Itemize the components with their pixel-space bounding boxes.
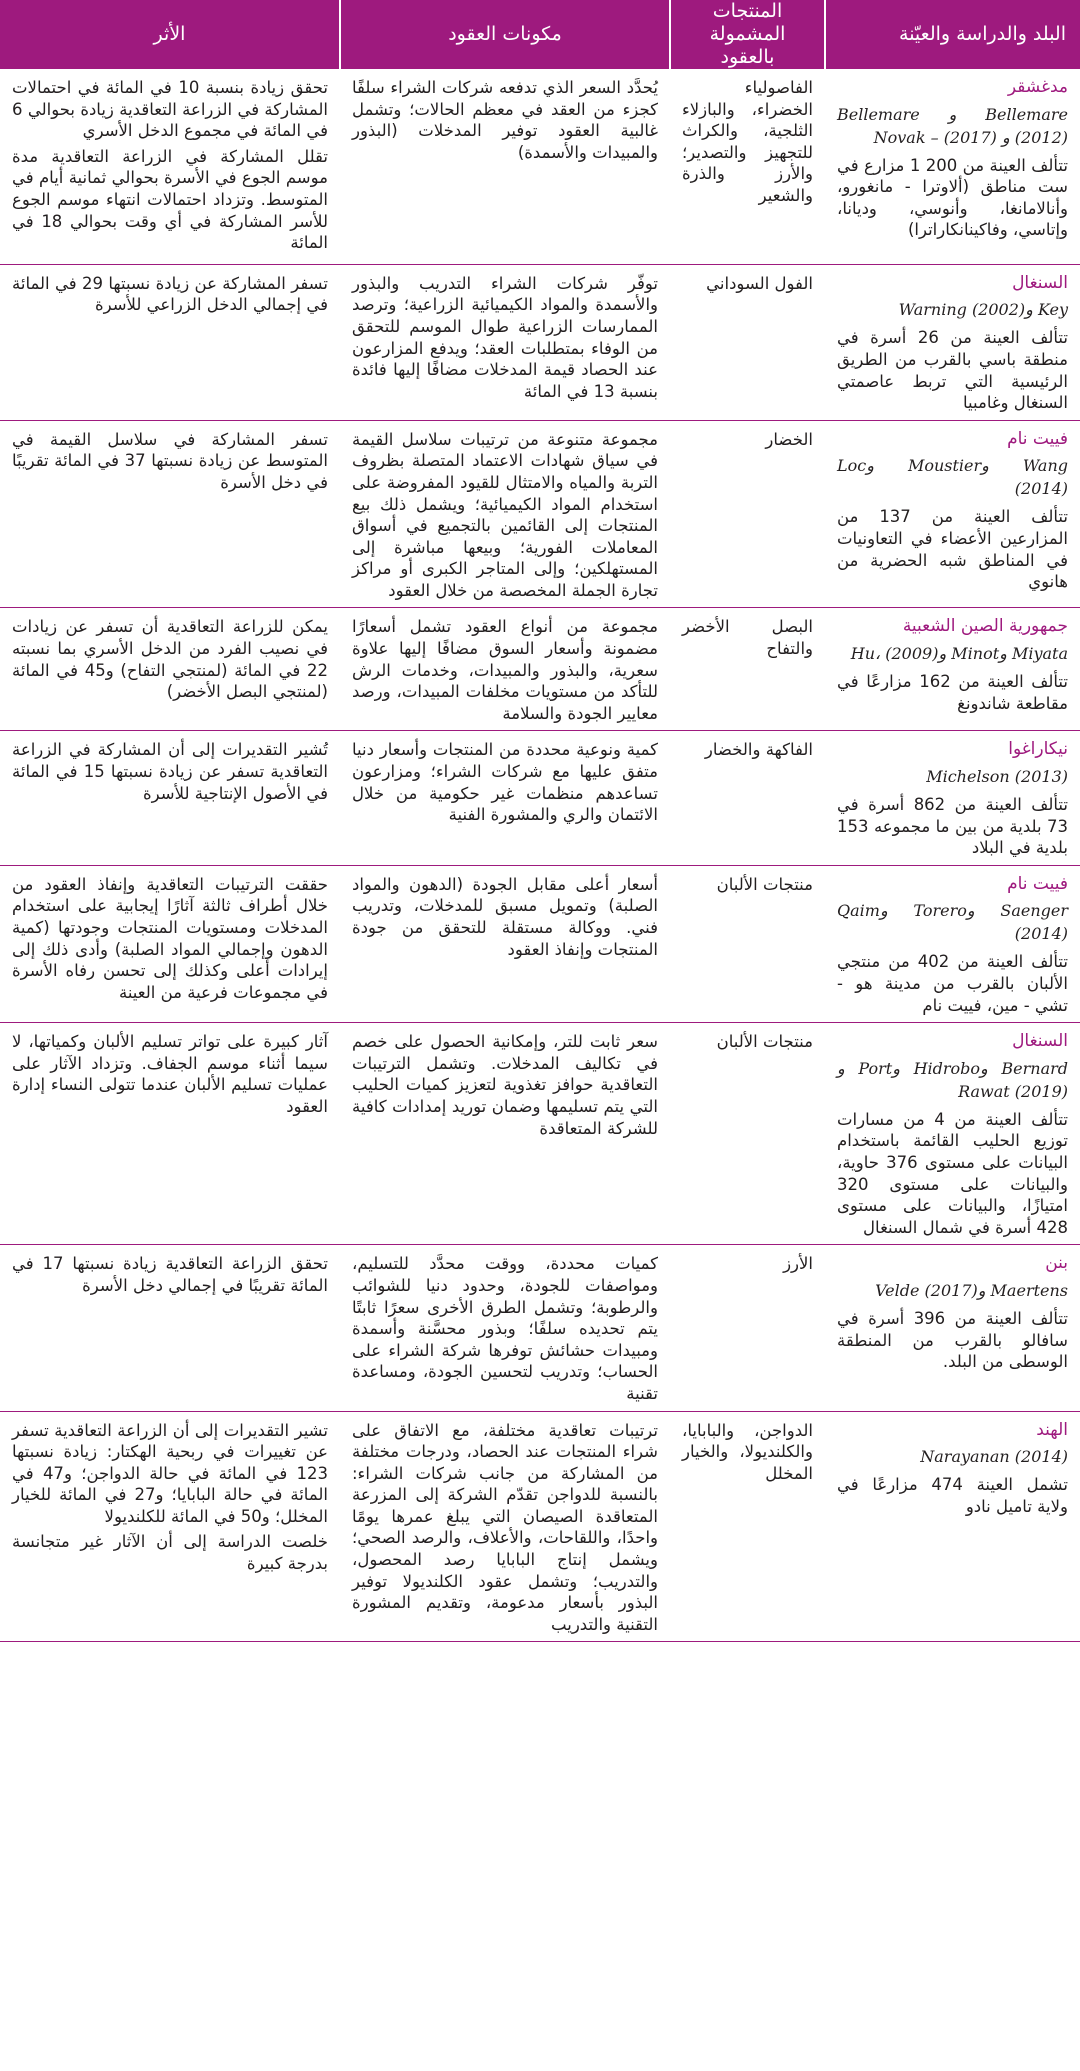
components-cell: سعر ثابت للتر، وإمكانية الحصول على خصم في تكاليف المدخلات. وتشمل الترتيبات التعاقدية حوافز تغذوية لتعزيز كميات الحليب التي يتم تسليمها وضمان توريد إمدادات كافية للشركة المتعاقدة [340, 1023, 670, 1245]
sample-description: تتألف العينة من 402 من منتجي الألبان بالقرب من مدينة هو - تشي - مين، فييت نام [837, 952, 1068, 1015]
study-authors: Wang وMoustier وLoc (2014) [837, 456, 1068, 499]
study-cell [825, 1411, 1080, 1642]
study-cell [825, 1023, 1080, 1245]
effect-cell [0, 608, 340, 731]
sample-description: تتألف العينة من 162 مزارعًا في مقاطعة شاندونغ [837, 672, 1069, 713]
sample-description: تتألف العينة من 4 من مسارات توزيع الحليب القائمة باستخدام البيانات على مستوى 376 حاوية، والبيانات على مستوى 320 امتيازًا، والبيانات على مستوى 428 أسرة في شمال السنغال [837, 1109, 1068, 1237]
components-cell: مجموعة متنوعة من ترتيبات سلاسل القيمة في سياق شهادات الاعتماد المتصلة بظروف التربة والمياه والامتثال للقيود المفروضة على استخدام المواد الكيميائية؛ ويشمل ذلك بيع المنتجات إلى القائمين بالتجميع في أسواق المعاملات الفورية؛ وبيعها مباشرة إلى المستهلكين؛ وإلى المتاجر الكبرى أو مراكز تجارة الجملة المخصصة من خلال العقود [340, 420, 670, 608]
study-authors: Narayanan (2014) [920, 1447, 1068, 1467]
components-cell: كمية ونوعية محددة من المنتجات وأسعار دنيا متفق عليها مع شركات الشراء؛ ومزارعون تساعدهم منظمات غير حكومية من خلال الائتمان والري والمشورة الفنية [340, 731, 670, 865]
study-authors: Key وWarning (2002) [898, 300, 1068, 320]
country-name: مدغشقر [1007, 77, 1068, 97]
effect-paragraph: حققت الترتيبات التعاقدية وإنفاذ العقود من خلال أطراف ثالثة آثارًا إيجابية على استخدام المدخلات ومستويات المنتجات وجودتها (كمية الدهون وإجمالي المواد الصلبة) وأدى ذلك إلى إيرادات أعلى وكذلك إلى تحسن رفاه الأسرة في مجموعات فرعية من العينة [12, 874, 328, 1002]
effect-paragraph: خلصت الدراسة إلى أن الآثار غير متجانسة بدرجة كبيرة [12, 1532, 328, 1574]
effect-paragraph: تُشير التقديرات إلى أن المشاركة في الزراعة التعاقدية تسفر عن زيادة نسبتها 15 في المائة في الأصول الإنتاجية للأسرة [12, 740, 328, 803]
products-cell: منتجات الألبان [670, 1023, 825, 1245]
effect-paragraph: تحقق الزراعة التعاقدية زيادة نسبتها 17 في المائة تقريبًا في إجمالي دخل الأسرة [12, 1254, 328, 1295]
study-cell [825, 865, 1080, 1022]
study-cell [825, 264, 1080, 420]
effect-paragraph: يمكن للزراعة التعاقدية أن تسفر عن زيادات في نصيب الفرد من الدخل الأسري بما نسبته 22 في المائة (لمنتجي التفاح) و45 في المائة (لمنتجي البصل الأخضر) [12, 617, 328, 702]
table-row [0, 608, 1080, 731]
sample-description: تتألف العينة من 26 أسرة في منطقة باسي بالقرب من الطريق الرئيسية التي تربط عاصمتي السنغال وغامبيا [837, 328, 1068, 413]
study-authors: Saenger وTorero وQaim (2014) [837, 901, 1068, 944]
products-cell: الخضار [670, 420, 825, 608]
products-cell: الفول السوداني [670, 264, 825, 420]
effect-paragraph: آثار كبيرة على تواتر تسليم الألبان وكمياتها، لا سيما أثناء موسم الجفاف. وتزداد الآثار على عمليات تسليم الألبان عندما تتولى النساء إدارة العقود [12, 1032, 328, 1116]
products-cell: الفاكهة والخضار [670, 731, 825, 865]
study-authors: Miyata وMinot وHu، (2009) [850, 644, 1068, 664]
components-cell: كميات محددة، ووقت محدَّد للتسليم، ومواصفات للجودة، وحدود دنيا للشوائب والرطوبة؛ وتشمل الطرق الأخرى سعرًا ثابتًا يتم تحديده سلفًا؛ وبذور محسَّنة وأسمدة ومبيدات حشائش توفرها شركة الشراء على الحساب؛ وتدريب لتحسين الجودة، ومساعدة تقنية [340, 1245, 670, 1411]
header-study: البلد والدراسة والعيّنة [825, 0, 1080, 69]
study-authors: Bernard وHidrobo وPort و Rawat (2019) [837, 1058, 1069, 1101]
study-cell [825, 69, 1080, 264]
effect-paragraph: تشير التقديرات إلى أن الزراعة التعاقدية تسفر عن تغييرات في ربحية الهكتار: زيادة نسبتها 123 في المائة في حالة الدواجن؛ و47 في المائة في حالة البابايا؛ و27 في المائة للخيار المخلل؛ و50 في المائة للكلنديولا [12, 1420, 328, 1526]
table-row [0, 1023, 1080, 1245]
components-cell: أسعار أعلى مقابل الجودة (الدهون والمواد الصلبة) وتمويل مسبق للمدخلات، وتدريب فني. ووكالة مستقلة للتحقق من جودة المنتجات وإنفاذ العقود [340, 865, 670, 1022]
components-cell: يُحدَّد السعر الذي تدفعه شركات الشراء سلفًا كجزء من العقد في معظم الحالات؛ وتشمل غالبية العقود توفير المدخلات (البذور والمبيدات والأسمدة) [340, 69, 670, 264]
sample-description: تتألف العينة من 137 من المزارعين الأعضاء في التعاونيات في المناطق شبه الحضرية من هانوي [837, 507, 1068, 592]
country-name: السنغال [1012, 272, 1068, 293]
table-row [0, 865, 1080, 1022]
effect-paragraph: تسفر المشاركة في سلاسل القيمة في المتوسط عن زيادة نسبتها 37 في المائة تقريبًا في دخل الأسرة [12, 429, 328, 492]
table-row [0, 731, 1080, 865]
study-cell [825, 420, 1080, 608]
effect-cell [0, 69, 340, 264]
components-cell: مجموعة من أنواع العقود تشمل أسعارًا مضمونة وأسعار السوق مضافًا إليها علاوة سعرية، والبذور والمبيدات، وخدمات الرش للتأكد من مستويات مخلفات المبيدات، ورصد معايير الجودة والسلامة [340, 608, 670, 731]
effect-paragraph: تحقق زيادة بنسبة 10 في المائة في احتمالات المشاركة في الزراعة التعاقدية زيادة بحوالي 6 في المائة في مجموع الدخل الأسري [12, 78, 328, 141]
country-name: فييت نام [1007, 428, 1068, 449]
effect-cell [0, 420, 340, 608]
study-authors: Maertens وVelde (2017) [875, 1280, 1068, 1300]
header-products: المنتجات المشمولة بالعقود [670, 0, 825, 69]
sample-description: تشمل العينة 474 مزارعًا في ولاية تاميل نادو [837, 1475, 1068, 1516]
table-header [0, 0, 1080, 69]
sample-description: تتألف العينة من 200 1 مزارع في ست مناطق (ألاوترا - مانغورو، وأنالامانغا، وأنوسي، وديانا، وإتاسي، وفاكينانكاراترا) [837, 155, 1068, 240]
effect-cell [0, 865, 340, 1022]
table-header-row [0, 0, 1080, 69]
country-name: الهند [1036, 1419, 1068, 1440]
components-cell: ترتيبات تعاقدية مختلفة، مع الاتفاق على شراء المنتجات عند الحصاد، ودرجات مختلفة من المشاركة من جانب شركات الشراء: بالنسبة للدواجن تقدّم الشركة إلى المزرعة المتعاقدة الصيصان التي يبلغ عمرها يومًا واحدًا، واللقاحات، والأعلاف، والرصد الصحي؛ ويشمل إنتاج البابايا رصد المحصول، والتدريب؛ وتشمل عقود الكلنديولا توفير البذور بأسعار مدعومة، وتقديم المشورة التقنية والتدريب [340, 1411, 670, 1642]
products-cell: الفاصولياء الخضراء، والبازلاء الثلجية، والكراث للتجهيز والتصدير؛ والأرز والذرة والشعير [670, 69, 825, 264]
country-name: فييت نام [1007, 873, 1068, 894]
effect-paragraph: تقلل المشاركة في الزراعة التعاقدية مدة موسم الجوع في الأسرة بحوالي ثمانية أيام في المتوسط. وتزداد احتمالات انتهاء موسم الجوع للأسر المشاركة في أي وقت بحوالي 18 في المائة [12, 146, 328, 253]
study-authors: Michelson (2013) [926, 767, 1068, 787]
products-cell: الأرز [670, 1245, 825, 1411]
study-cell [825, 1245, 1080, 1411]
country-name: جمهورية الصين الشعبية [902, 616, 1068, 637]
effect-cell [0, 731, 340, 865]
table-row [0, 69, 1080, 264]
country-name: بنن [1045, 1253, 1068, 1274]
effect-cell [0, 1411, 340, 1642]
products-cell: الدواجن، والبابايا، والكلنديولا، والخيار المخلل [670, 1411, 825, 1642]
effect-cell [0, 1023, 340, 1245]
effect-paragraph: تسفر المشاركة عن زيادة نسبتها 29 في المائة في إجمالي الدخل الزراعي للأسرة [12, 273, 328, 315]
study-authors: Bellemare و Bellemare (2012) و Novak – (2017) [837, 104, 1068, 147]
header-components: مكونات العقود [340, 0, 670, 69]
country-name: السنغال [1012, 1031, 1068, 1052]
products-cell: منتجات الألبان [670, 865, 825, 1022]
table-row [0, 1411, 1080, 1642]
table-body [0, 69, 1080, 1642]
effect-cell [0, 264, 340, 420]
products-cell: البصل الأخضر والتفاح [670, 608, 825, 731]
sample-description: تتألف العينة من 396 أسرة في سافالو بالقرب من المنطقة الوسطى من البلد. [837, 1308, 1068, 1372]
sample-description: تتألف العينة من 862 أسرة في 73 بلدية من بين ما مجموعه 153 بلدية في البلاد [837, 795, 1068, 858]
header-effect: الأثر [0, 0, 340, 69]
country-name: نيكاراغوا [1008, 739, 1068, 760]
table-row [0, 420, 1080, 608]
study-cell [825, 608, 1080, 731]
effect-cell [0, 1245, 340, 1411]
study-cell [825, 731, 1080, 865]
table-row [0, 264, 1080, 420]
table-row [0, 1245, 1080, 1411]
components-cell: توفّر شركات الشراء التدريب والبذور والأسمدة والمواد الكيميائية الزراعية؛ وترصد الممارسات الزراعية طوال الموسم للتحقق من الوفاء بمتطلبات العقد؛ ويدفع المزارعون عند الحصاد قيمة المدخلات مضافًا إليها فائدة بنسبة 13 في المائة [340, 264, 670, 420]
